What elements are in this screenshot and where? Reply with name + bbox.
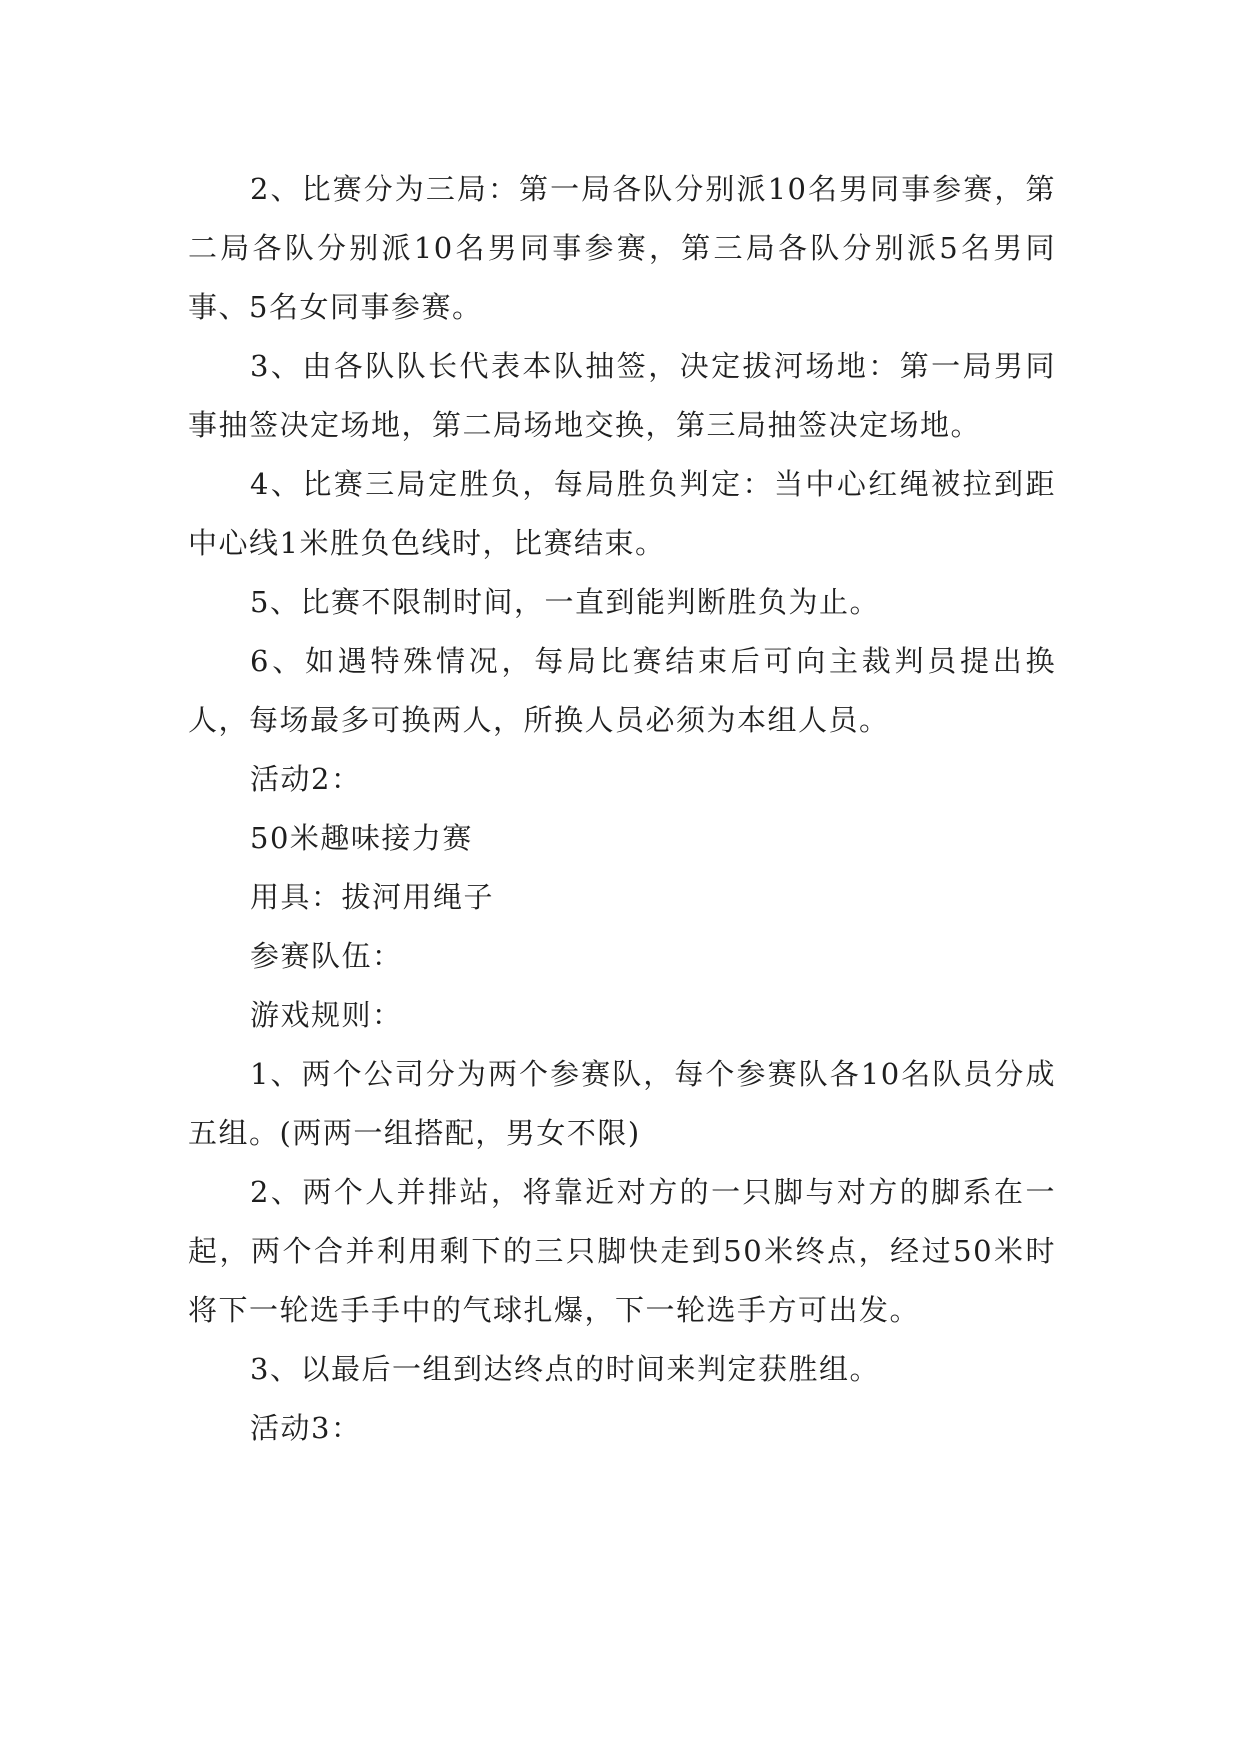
rule-paragraph-2: 2、比赛分为三局：第一局各队分别派10名男同事参赛，第二局各队分别派10名男同事参赛，第三局各队分别派5名男同事、5名女同事参赛。	[188, 172, 1056, 324]
rule-paragraph-5: 5、比赛不限制时间，一直到能判断胜负为止。	[250, 585, 880, 619]
equipment-line: 用具：拔河用绳子	[250, 880, 495, 914]
game-rules-heading: 游戏规则：	[250, 998, 403, 1032]
relay-rule-1: 1、两个公司分为两个参赛队，每个参赛队各10名队员分成五组。(两两一组搭配，男女不限)	[188, 1057, 1056, 1150]
relay-rule-3: 3、以最后一组到达终点的时间来判定获胜组。	[250, 1352, 880, 1386]
relay-rule-2: 2、两个人并排站，将靠近对方的一只脚与对方的脚系在一起，两个合并利用剩下的三只脚快走到50米终点，经过50米时将下一轮选手手中的气球扎爆，下一轮选手方可出发。	[188, 1175, 1056, 1327]
activity-2-heading: 活动2：	[250, 762, 362, 796]
activity-3-heading: 活动3：	[250, 1411, 362, 1445]
rule-paragraph-4: 4、比赛三局定胜负，每局胜负判定：当中心红绳被拉到距中心线1米胜负色线时，比赛结束。	[188, 467, 1056, 560]
teams-line: 参赛队伍：	[250, 939, 403, 973]
rule-paragraph-3: 3、由各队队长代表本队抽签，决定拔河场地：第一局男同事抽签决定场地，第二局场地交换，第三局抽签决定场地。	[188, 349, 1056, 442]
document-body	[188, 160, 1056, 1458]
activity-2-title: 50米趣味接力赛	[250, 821, 473, 855]
rule-paragraph-6: 6、如遇特殊情况，每局比赛结束后可向主裁判员提出换人，每场最多可换两人，所换人员必须为本组人员。	[188, 644, 1056, 737]
